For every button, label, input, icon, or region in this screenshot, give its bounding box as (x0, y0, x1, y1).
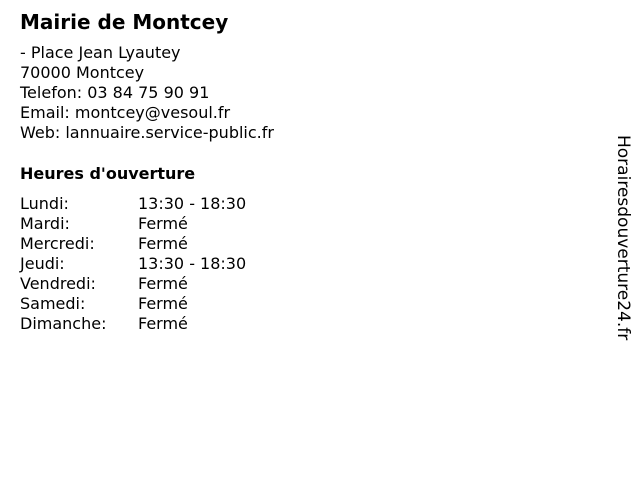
day-hours: Fermé (138, 294, 188, 313)
hours-row-thursday (20, 254, 246, 274)
day-label: Mercredi: (20, 234, 95, 253)
day-label: Dimanche: (20, 314, 107, 333)
street-address: - Place Jean Lyautey (20, 43, 181, 62)
hours-heading: Heures d'ouverture (20, 164, 196, 183)
website: Web: lannuaire.service-public.fr (20, 123, 274, 142)
day-hours: Fermé (138, 314, 188, 333)
page-title: Mairie de Montcey (20, 10, 229, 34)
hours-row-sunday (20, 314, 246, 334)
hours-row-wednesday (20, 234, 246, 254)
address-block (20, 43, 274, 143)
day-hours: 13:30 - 18:30 (138, 254, 247, 273)
day-label: Vendredi: (20, 274, 96, 293)
hours-row-friday (20, 274, 246, 294)
email-address: Email: montcey@vesoul.fr (20, 103, 231, 122)
hours-row-monday (20, 194, 246, 214)
city-postal-code: 70000 Montcey (20, 63, 145, 82)
opening-hours-table (20, 194, 246, 334)
site-watermark: Horairesdouverture24.fr (613, 135, 633, 341)
phone-number: Telefon: 03 84 75 90 91 (20, 83, 210, 102)
hours-row-tuesday (20, 214, 246, 234)
day-hours: Fermé (138, 234, 188, 253)
day-label: Jeudi: (20, 254, 65, 273)
day-label: Samedi: (20, 294, 86, 313)
day-hours: Fermé (138, 274, 188, 293)
day-hours: 13:30 - 18:30 (138, 194, 247, 213)
day-label: Mardi: (20, 214, 70, 233)
day-label: Lundi: (20, 194, 69, 213)
hours-row-saturday (20, 294, 246, 314)
day-hours: Fermé (138, 214, 188, 233)
